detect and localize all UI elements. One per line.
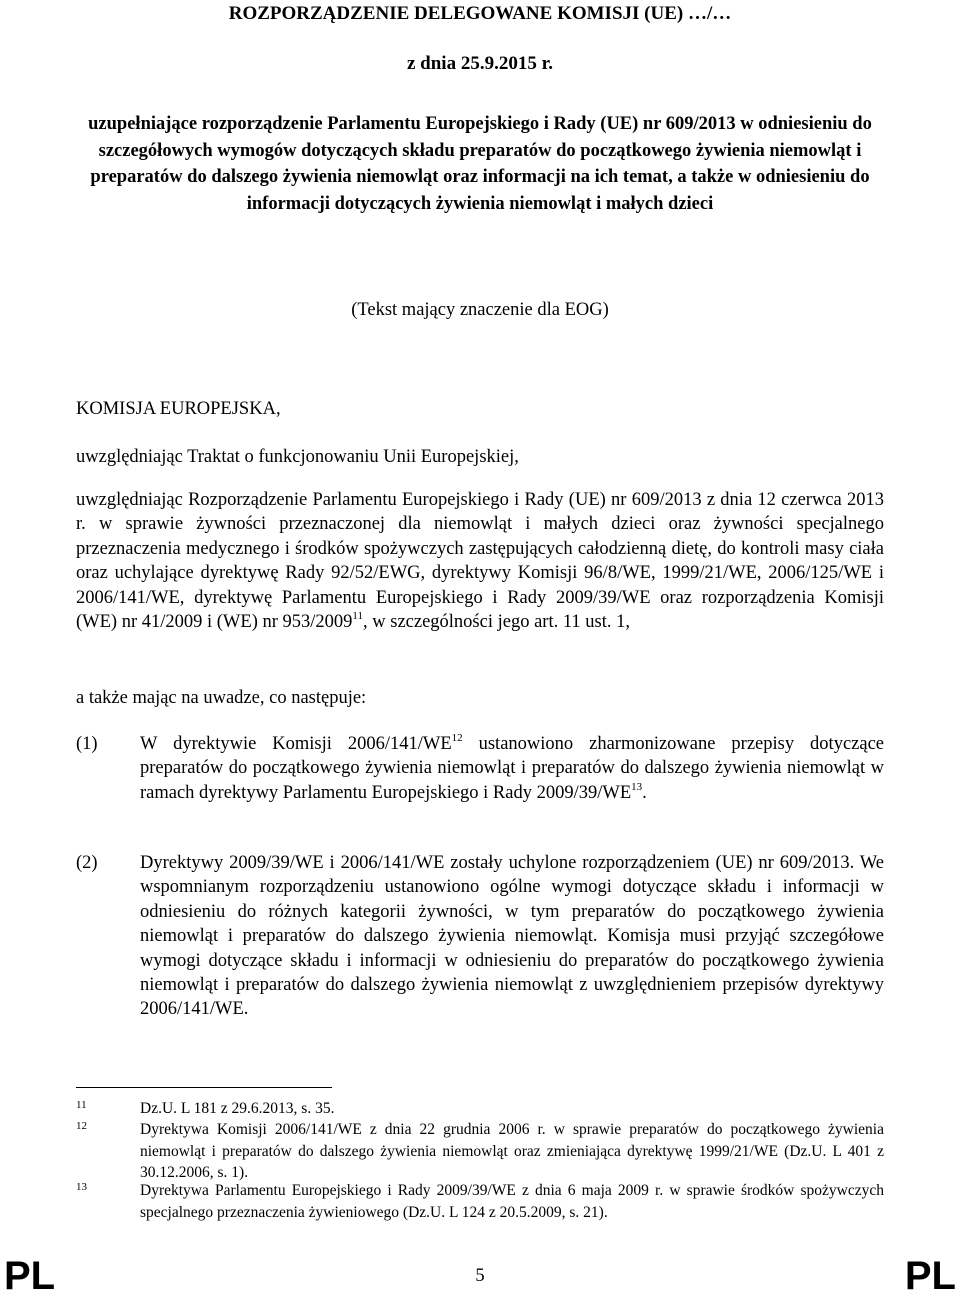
eea-relevance-note: (Tekst mający znaczenie dla EOG) [351,300,609,320]
document-date: z dnia 25.9.2015 r. [406,53,554,74]
recital-text-part: W dyrektywie Komisji 2006/141/WE [140,734,452,754]
recital-text-part: . [642,782,647,803]
footnote-text: Dyrektywa Parlamentu Europejskiego i Rady 2009/39/WE z dnia 6 maja 2009 r. w sprawie środków spożywczych specjalnego przeznaczenia żywieniowego (Dz.U. L 124 z 20.5.2009, s. 21). [140,1182,884,1221]
citation-treaty: uwzględniając Traktat o funkcjonowaniu Unii Europejskiej, [76,447,519,467]
citation-regulation-text: uwzględniając Rozporządzenie Parlamentu Europejskiego i Rady (UE) nr 609/2013 z dnia 12 czerwca 2013 r. w sprawie żywności przeznaczonej dla niemowląt i małych dzieci oraz żywności specjalnego przeznaczenia medycznego i środków spożywczych zastępujących całodzienną dietę, do kontroli masy ciała oraz uchylające dyrektywę Rady 92/52/EWG, dyrektywy Komisji 96/8/WE, 1999/21/WE, 2006/125/WE i 2006/141/WE, dyrektywę Parlamentu Europejskiego i Rady 2009/39/WE oraz rozporządzenia Komisji (WE) nr 41/2009 i (WE) nr 953/2009 [76,490,884,633]
recital-number: (2) [76,853,98,873]
footnote-ref-12[interactable]: 12 [451,731,463,744]
footnote-number: 12 [76,1120,87,1132]
footnote-number: 11 [76,1099,87,1111]
footnote-ref-11[interactable]: 11 [352,609,364,622]
citation-regulation-tail: , w szczególności jego art. 11 ust. 1, [363,612,631,633]
footnote-text: Dyrektywa Komisji 2006/141/WE z dnia 22 grudnia 2006 r. w sprawie preparatów do początkowego żywienia niemowląt i preparatów do dalszego żywienia niemowląt oraz zmieniająca dyrektywę 1999/21/WE (Dz.U. L 401 z 30.12.2006, s. 1). [140,1121,884,1181]
language-code-left: PL [4,1254,56,1298]
footnote-ref-13[interactable]: 13 [631,780,643,793]
page-number: 5 [475,1266,485,1286]
recital-text: Dyrektywy 2009/39/WE i 2006/141/WE zostały uchylone rozporządzeniem (UE) nr 609/2013. We wspomnianym rozporządzeniu ustanowiono ogólne wymogi dotyczące składu i informacji w odniesieniu do różnych kategorii żywności, w tym preparatów do początkowego żywienia niemowląt i preparatów do dalszego żywienia niemowląt. Komisja musi przyjąć szczegółowe wymogi dotyczące składu i informacji w odniesieniu do preparatów do początkowego żywienia niemowląt i preparatów do dalszego żywienia niemowląt z uwzględnieniem przepisów dyrektywy 2006/141/WE. [140,853,884,1020]
institution-line: KOMISJA EUROPEJSKA, [76,399,281,419]
whereas-intro: a także mając na uwadze, co następuje: [76,688,367,708]
document-title: ROZPORZĄDZENIE DELEGOWANE KOMISJI (UE) …/… [228,3,732,24]
document-subtitle: uzupełniające rozporządzenie Parlamentu Europejskiego i Rady (UE) nr 609/2013 w odniesieniu do szczegółowych wymogów dotyczących składu preparatów do początkowego żywienia niemowląt i preparatów do dalszego żywienia niemowląt oraz informacji na ich temat, a także w odniesieniu do informacji dotyczących żywienia niemowląt i małych dzieci [88,114,872,214]
footnote-number: 13 [76,1181,87,1193]
recital-number: (1) [76,734,98,754]
citation-regulation [76,488,884,634]
recital-text-part: ustanowiono zharmonizowane przepisy dotyczące preparatów do początkowego żywienia niemowląt i preparatów do dalszego żywienia niemowląt w ramach dyrektywy Parlamentu Europejskiego i Rady 2009/39/WE [140,734,884,803]
footnote-text: Dz.U. L 181 z 29.6.2013, s. 35. [140,1100,335,1117]
language-code-right: PL [904,1254,956,1298]
recital-text [140,732,884,805]
footnote-divider [76,1087,332,1088]
